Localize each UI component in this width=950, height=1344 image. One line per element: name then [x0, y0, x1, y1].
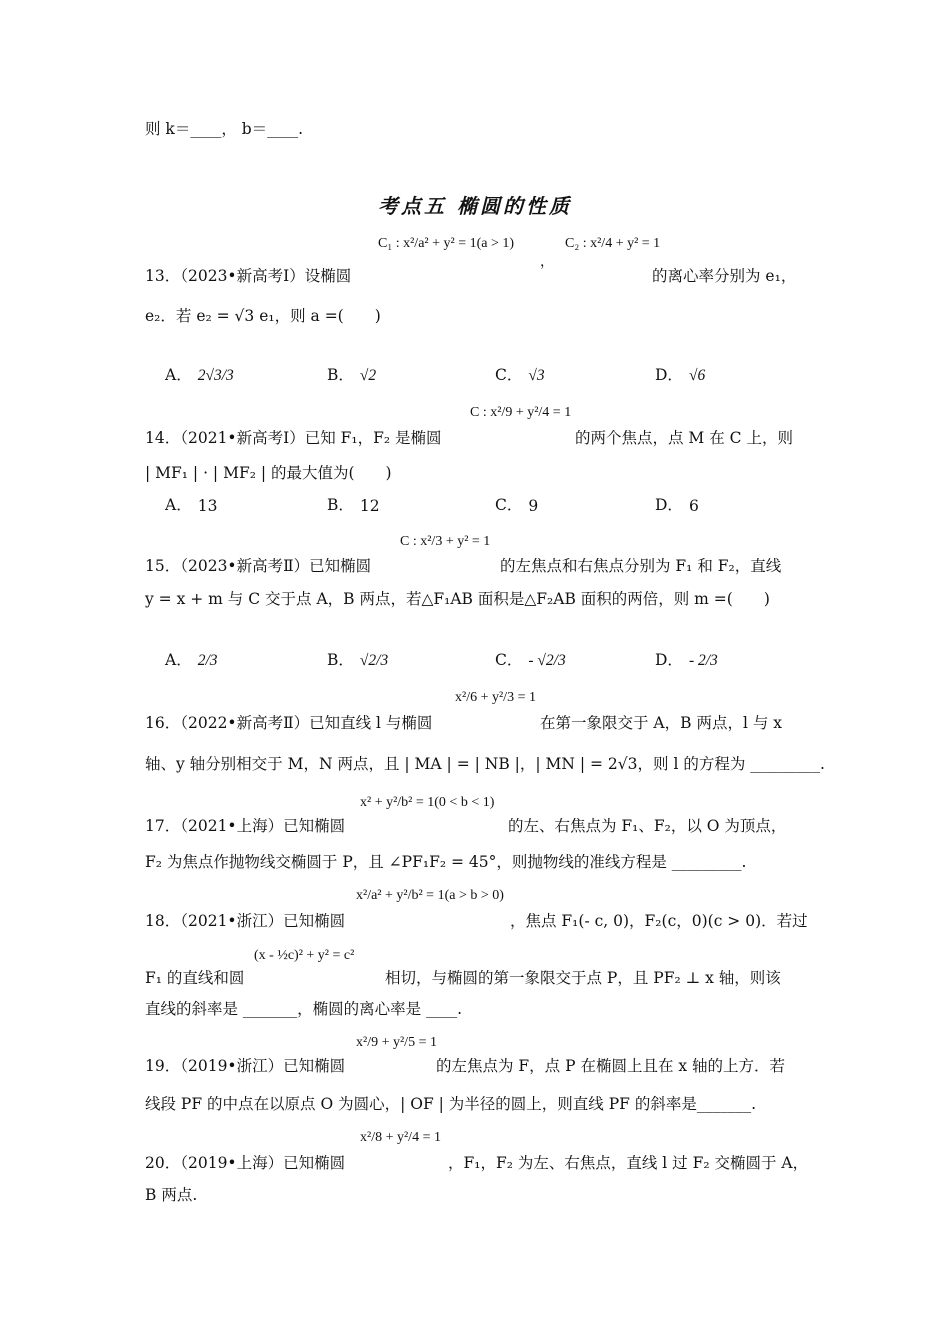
problems-6-num: 19．	[145, 1057, 181, 1075]
problems-5-num: 18．	[145, 912, 181, 930]
problems-2-text-1: 的左焦点和右焦点分别为 F₁ 和 F₂，直线	[500, 557, 782, 575]
problem-14-formula: C : x²/9 + y²/4 = 1	[470, 405, 572, 420]
option-c[interactable]	[495, 470, 538, 518]
problems-0-options-0-label: A．	[165, 366, 192, 384]
problems-7-text-2: B 两点.	[145, 1186, 198, 1204]
problems-2-text-2: y = x + m 与 C 交于点 A，B 两点，若△F₁AB 面积是△F₂AB 面积的两倍，则 m =( )	[145, 590, 770, 608]
intro-line-text: 则 k＝____， b＝____.	[145, 120, 304, 138]
option-d[interactable]	[655, 625, 718, 673]
option-b[interactable]	[327, 625, 388, 673]
problems-1-source: （2021•新高考Ⅰ）已知 F₁，F₂ 是椭圆	[180, 429, 442, 447]
problems-2-options-1-label: B．	[327, 651, 354, 669]
problems-5-text-4: 直线的斜率是 _______，椭圆的离心率是 ____.	[145, 1000, 463, 1018]
problems-0-options-2-label: C．	[495, 366, 523, 384]
problems-5-text-2: F₁ 的直线和圆	[145, 969, 245, 987]
problems-5-source: （2021•浙江）已知椭圆	[180, 912, 346, 930]
option-a[interactable]	[165, 625, 218, 673]
problems-1-options-1-label: B．	[327, 496, 354, 514]
problems-0-options-0-value: 2√3/3	[197, 367, 234, 384]
problems-2-options-1-value: √2/3	[359, 652, 389, 669]
problems-2-num: 15．	[145, 557, 181, 575]
problem-15-options	[165, 625, 845, 673]
problem-18-formula-2: (x - ½c)² + y² = c²	[254, 948, 355, 963]
problems-0-options-1-label: B．	[327, 366, 354, 384]
problems-6-text-1: 的左焦点为 F，点 P 在椭圆上且在 x 轴的上方．若	[436, 1057, 786, 1075]
problem-17-formula: x² + y²/b² = 1(0 < b < 1)	[360, 795, 495, 810]
problem-19-formula: x²/9 + y²/5 = 1	[356, 1035, 437, 1050]
problems-1-options-1-value: 12	[359, 497, 380, 515]
problems-3-text-2: 轴、y 轴分别相交于 M，N 两点，且 | MA | = | NB |，| MN | = 2√3，则 l 的方程为 _________.	[145, 755, 825, 773]
problems-0-num: 13．	[145, 267, 181, 285]
option-d[interactable]	[655, 340, 705, 388]
intro-line	[145, 118, 825, 140]
problems-5-text-1: ，焦点 F₁(- c, 0)，F₂(c，0)(c > 0)．若过	[510, 912, 808, 930]
problem-20-formula: x²/8 + y²/4 = 1	[360, 1130, 441, 1145]
problems-2-options-2-label: C．	[495, 651, 523, 669]
problems-7-source: （2019•上海）已知椭圆	[180, 1154, 346, 1172]
problems-2-source: （2023•新高考Ⅱ）已知椭圆	[180, 557, 372, 575]
problems-3-source: （2022•新高考Ⅱ）已知直线 l 与椭圆	[180, 714, 433, 732]
problems-0-source: （2023•新高考Ⅰ）设椭圆	[180, 267, 352, 285]
problems-2-options-0-label: A．	[165, 651, 192, 669]
problem-18-formula-1: x²/a² + y²/b² = 1(a > b > 0)	[356, 888, 504, 903]
problems-7-num: 20．	[145, 1154, 181, 1172]
option-c[interactable]	[495, 340, 545, 388]
problems-0-options-1-value: √2	[359, 367, 377, 384]
problems-0-options-2-value: √3	[528, 367, 545, 384]
problems-3-text-1: 在第一象限交于 A，B 两点，l 与 x	[540, 714, 782, 732]
problems-0-options-3-label: D．	[655, 366, 683, 384]
option-a[interactable]	[165, 470, 217, 518]
problems-0-options-3-value: √6	[688, 367, 706, 384]
option-b[interactable]	[327, 340, 376, 388]
problems-6-text-2: 线段 PF 的中点在以原点 O 为圆心，| OF | 为半径的圆上，则直线 PF 的斜率是_______.	[145, 1095, 757, 1113]
problems-1-options-3-value: 6	[688, 497, 699, 515]
problems-1-options-2-label: C．	[495, 496, 523, 514]
problems-7-text-1: ，F₁，F₂ 为左、右焦点，直线 l 过 F₂ 交椭圆于 A，	[448, 1154, 809, 1172]
option-c[interactable]	[495, 625, 566, 673]
option-d[interactable]	[655, 470, 699, 518]
problem-13-formula-2: C₂ : x²/4 + y² = 1	[565, 236, 661, 251]
section-title: 考点五 椭圆的性质	[378, 194, 572, 218]
problem-13-formula-1: C₁ : x²/a² + y² = 1(a > 1)	[378, 236, 515, 251]
problem-13-options	[165, 340, 845, 388]
problems-1-options-2-value: 9	[528, 497, 539, 515]
problems-4-source: （2021•上海）已知椭圆	[180, 817, 346, 835]
problems-1-options-3-label: D．	[655, 496, 683, 514]
problems-1-options-0-value: 13	[197, 497, 218, 515]
problems-2-options-0-value: 2/3	[197, 652, 218, 669]
problems-1-num: 14．	[145, 429, 181, 447]
problems-4-text-2: F₂ 为焦点作抛物线交椭圆于 P，且 ∠PF₁F₂ = 45°，则抛物线的准线方程是 _________.	[145, 853, 747, 871]
problems-4-num: 17．	[145, 817, 181, 835]
problems-2-options-2-value: - √2/3	[528, 652, 566, 669]
problem-15-formula: C : x²/3 + y² = 1	[400, 534, 491, 549]
problems-2-options-3-value: - 2/3	[688, 652, 718, 669]
problems-1-text-1: 的两个焦点，点 M 在 C 上，则	[575, 429, 793, 447]
problems-5-text-3: 相切，与椭圆的第一象限交于点 P，且 PF₂ ⊥ x 轴，则该	[385, 969, 781, 987]
problems-6-source: （2019•浙江）已知椭圆	[180, 1057, 346, 1075]
problem-16-formula: x²/6 + y²/3 = 1	[455, 690, 536, 705]
problems-0-text-2: e₂．若 e₂ = √3 e₁，则 a =( )	[145, 307, 381, 325]
problems-4-text-1: 的左、右焦点为 F₁、F₂，以 O 为顶点，	[508, 817, 787, 835]
problems-1-options-0-label: A．	[165, 496, 192, 514]
problems-1-text-2: | MF₁ | · | MF₂ | 的最大值为( )	[145, 464, 392, 482]
problems-0-text-1: 的离心率分别为 e₁，	[652, 267, 797, 285]
problems-0-mid-1: ，	[540, 255, 554, 270]
problems-3-num: 16．	[145, 714, 181, 732]
option-b[interactable]	[327, 470, 380, 518]
option-a[interactable]	[165, 340, 234, 388]
problems-2-options-3-label: D．	[655, 651, 683, 669]
problem-14-options	[165, 470, 845, 518]
